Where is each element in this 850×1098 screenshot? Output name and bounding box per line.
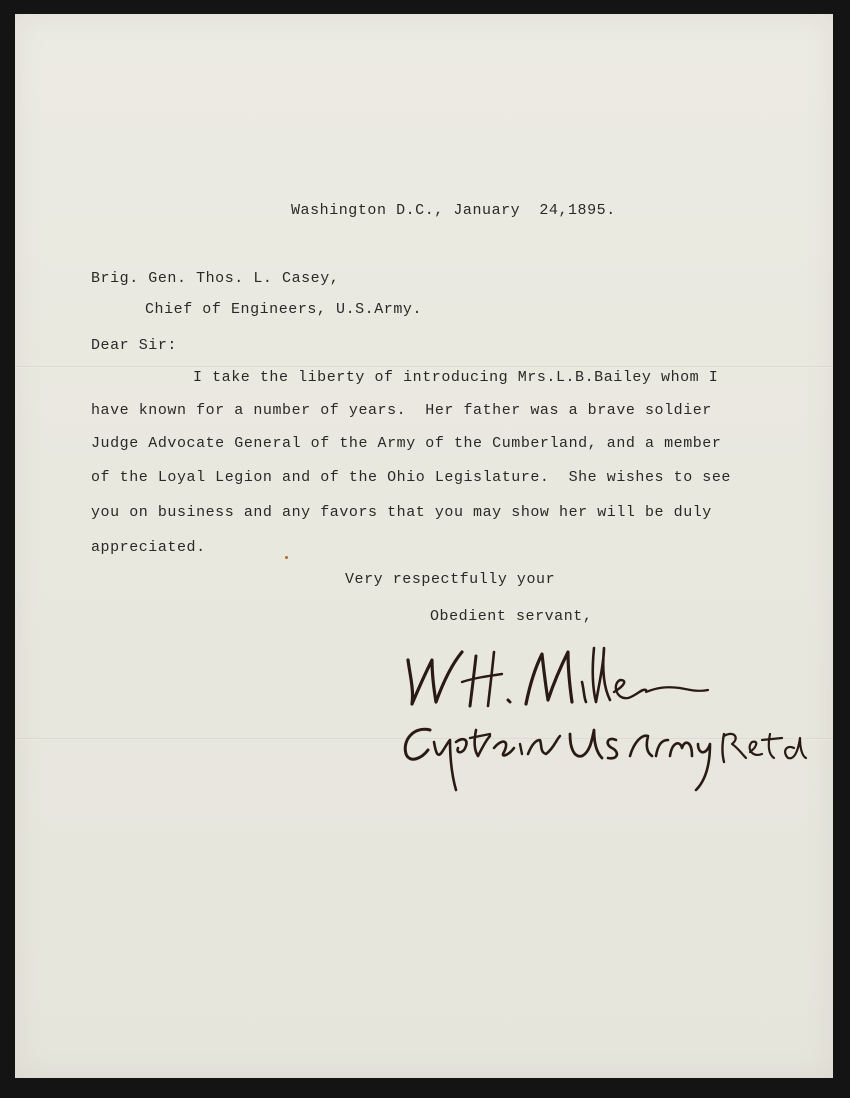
body-line: Judge Advocate General of the Army of the Cumberland, and a member	[91, 435, 722, 452]
body-line: of the Loyal Legion and of the Ohio Legislature. She wishes to see	[91, 469, 731, 486]
recipient-title: Chief of Engineers, U.S.Army.	[145, 301, 422, 318]
salutation: Dear Sir:	[91, 337, 177, 354]
body-line: have known for a number of years. Her father was a brave soldier	[91, 402, 712, 419]
dateline: Washington D.C., January 24,1895.	[291, 202, 616, 219]
closing-line-1: Very respectfully your	[345, 571, 556, 588]
recipient-name: Brig. Gen. Thos. L. Casey,	[91, 270, 340, 287]
handwritten-signature	[390, 630, 820, 800]
body-line: you on business and any favors that you may show her will be duly	[91, 504, 712, 521]
closing-line-2: Obedient servant,	[430, 608, 593, 625]
paper-fold	[15, 366, 833, 368]
body-line: I take the liberty of introducing Mrs.L.B.Bailey whom I	[193, 369, 719, 386]
ink-speck	[285, 556, 288, 559]
body-line: appreciated.	[91, 539, 206, 556]
